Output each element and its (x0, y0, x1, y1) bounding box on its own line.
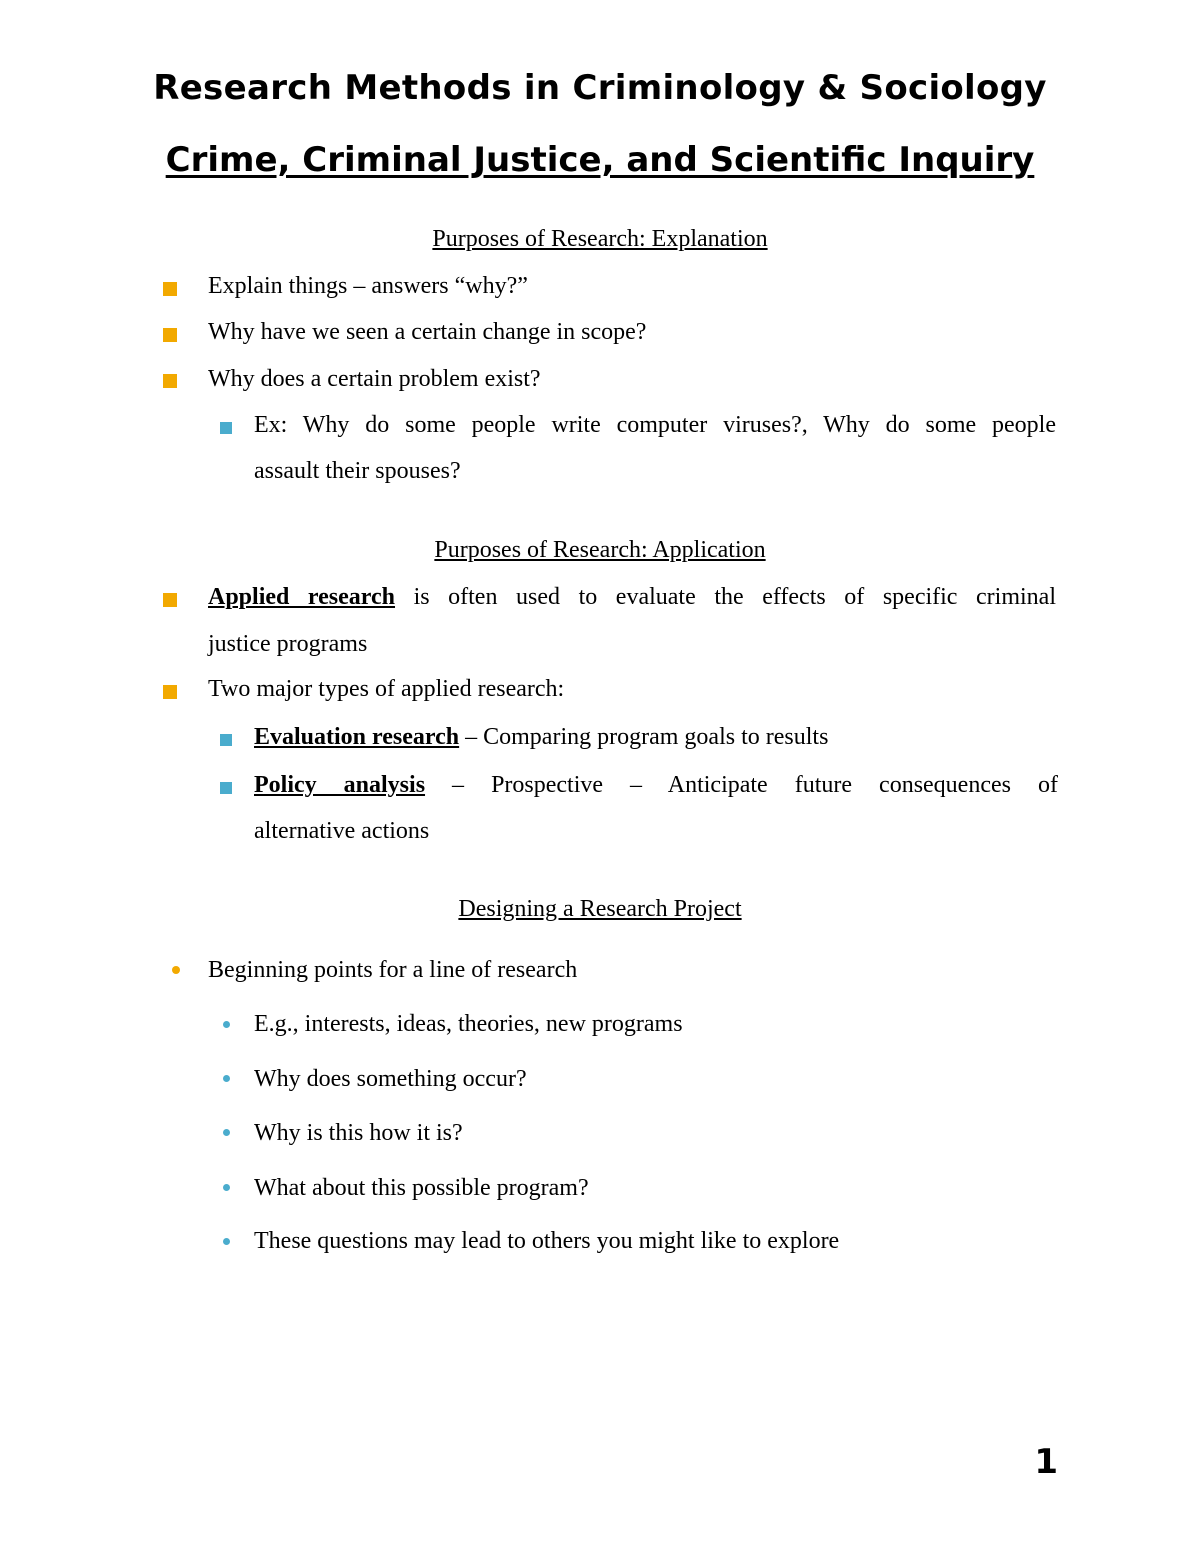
section-heading-designing: Designing a Research Project (458, 896, 742, 922)
list-item-text: is often used to evaluate the effects of specific criminal (395, 584, 1056, 610)
square-bullet-icon (163, 282, 177, 296)
list-item: Two major types of applied research: (208, 676, 565, 702)
square-bullet-icon (163, 374, 177, 388)
list-item-sub: Why is this how it is? (254, 1120, 463, 1146)
round-bullet-icon (223, 1075, 230, 1082)
term-applied-research: Applied research (208, 584, 396, 610)
round-bullet-icon (223, 1021, 230, 1028)
document-subtitle: Crime, Criminal Justice, and Scientific Inquiry (165, 140, 1035, 180)
term-evaluation-research: Evaluation research (254, 724, 460, 750)
list-item-sub (254, 724, 828, 751)
list-item-sub: E.g., interests, ideas, theories, new programs (254, 1011, 683, 1037)
square-bullet-icon (163, 328, 177, 342)
list-item: Why does a certain problem exist? (208, 366, 541, 392)
section-heading-explanation: Purposes of Research: Explanation (432, 226, 768, 252)
round-bullet-icon (172, 966, 180, 974)
list-item (208, 584, 1056, 611)
round-bullet-icon (223, 1238, 230, 1245)
term-policy-analysis: Policy analysis (254, 772, 426, 798)
list-item-sub: Why does something occur? (254, 1066, 527, 1092)
square-bullet-icon (220, 782, 232, 794)
page-number: 1 (1034, 1442, 1058, 1482)
list-item-sub: These questions may lead to others you might like to explore (254, 1228, 840, 1254)
list-item: Explain things – answers “why?” (208, 273, 528, 299)
list-item: Beginning points for a line of research (208, 957, 578, 983)
list-item-sub: What about this possible program? (254, 1175, 589, 1201)
list-item-sub (254, 772, 1058, 799)
list-item-text: – Prospective – Anticipate future consequences of (425, 772, 1058, 798)
square-bullet-icon (163, 685, 177, 699)
round-bullet-icon (223, 1129, 230, 1136)
round-bullet-icon (223, 1184, 230, 1191)
section-heading-application: Purposes of Research: Application (434, 537, 766, 563)
document-title: Research Methods in Criminology & Sociology (153, 68, 1047, 108)
square-bullet-icon (220, 734, 232, 746)
list-item-text: – Comparing program goals to results (459, 724, 829, 750)
square-bullet-icon (163, 593, 177, 607)
square-bullet-icon (220, 422, 232, 434)
list-item-continued: justice programs (208, 631, 368, 657)
list-item-sub-continued: alternative actions (254, 818, 430, 844)
list-item-sub: Ex: Why do some people write computer viruses?, Why do some people (254, 412, 1056, 438)
list-item-sub-continued: assault their spouses? (254, 458, 461, 484)
list-item: Why have we seen a certain change in scope? (208, 319, 647, 345)
